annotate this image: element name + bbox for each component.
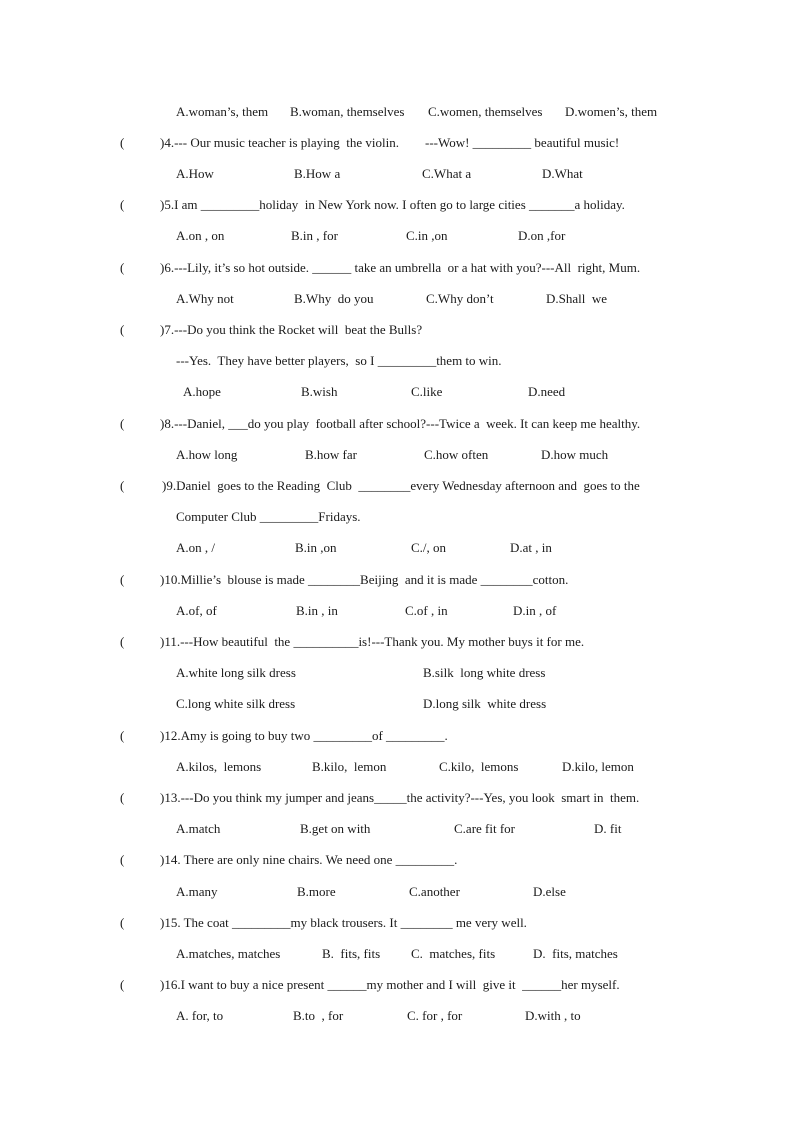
question-15 [0, 913, 527, 933]
option-d: D.with , to [525, 1008, 581, 1023]
question-10 [0, 570, 569, 590]
question-14 [0, 850, 458, 870]
option-c: C. matches, fits [411, 946, 496, 961]
answer-paren: ( [120, 790, 125, 805]
option-c: C. for , for [407, 1008, 463, 1023]
option-b: B.wish [301, 384, 338, 399]
option-row-q13 [0, 819, 622, 839]
question-7 [0, 320, 423, 340]
option-row-q11-ab [0, 663, 546, 683]
question-7-continued [0, 351, 502, 371]
question-text: )6.---Lily, it’s so hot outside. ______ take an umbrella or a hat with you?---All right, Mum. [160, 260, 641, 275]
option-c: C.women, themselves [428, 104, 543, 119]
option-d: D.women’s, them [565, 104, 658, 119]
option-b: B.how far [305, 447, 357, 462]
question-9 [0, 476, 640, 496]
answer-paren: ( [120, 260, 125, 275]
option-b: B.in ,on [295, 540, 337, 555]
answer-paren: ( [120, 728, 125, 743]
answer-paren: ( [120, 634, 125, 649]
option-b: B.silk long white dress [423, 665, 546, 680]
option-b: B.How a [294, 166, 341, 181]
question-text: )4.--- Our music teacher is playing the violin. ---Wow! _________ beautiful music! [160, 135, 620, 150]
option-a: A.matches, matches [176, 946, 281, 961]
option-row-q8 [0, 445, 609, 465]
option-b: B. fits, fits [322, 946, 381, 961]
option-a: A.many [176, 884, 218, 899]
option-d: D.how much [541, 447, 609, 462]
option-a: A.white long silk dress [176, 665, 296, 680]
option-a: A. for, to [176, 1008, 224, 1023]
option-c: C.are fit for [454, 821, 516, 836]
answer-paren: ( [120, 915, 125, 930]
question-9-continued [0, 507, 361, 527]
question-text: )8.---Daniel, ___do you play football after school?---Twice a week. It can keep me healthy. [160, 416, 641, 431]
option-c: C.like [411, 384, 443, 399]
question-5 [0, 195, 625, 215]
option-a: A.Why not [176, 291, 234, 306]
option-d: D.on ,for [518, 228, 566, 243]
option-c: C.long white silk dress [176, 696, 296, 711]
option-d: D.at , in [510, 540, 552, 555]
option-c: C.kilo, lemons [439, 759, 519, 774]
question-text: )5.I am _________holiday in New York now. I often go to large cities _______a holiday. [160, 197, 625, 212]
option-d: D.in , of [513, 603, 557, 618]
question-text: )16.I want to buy a nice present ______my mother and I will give it ______her myself. [160, 977, 620, 992]
option-row-q11-cd [0, 694, 547, 714]
option-row-q9 [0, 538, 552, 558]
question-text: )9.Daniel goes to the Reading Club ________every Wednesday afternoon and goes to the [162, 478, 640, 493]
option-row-q12 [0, 757, 634, 777]
option-row-q4 [0, 164, 583, 184]
answer-paren: ( [120, 977, 125, 992]
question-text: )15. The coat _________my black trousers. It ________ me very well. [160, 915, 527, 930]
option-d: D.What [542, 166, 583, 181]
question-text: Computer Club _________Fridays. [176, 509, 361, 524]
question-text: )7.---Do you think the Rocket will beat the Bulls? [160, 322, 423, 337]
answer-paren: ( [120, 197, 125, 212]
option-a: A.how long [176, 447, 238, 462]
question-16 [0, 975, 620, 995]
option-row-q3 [0, 102, 658, 122]
question-6 [0, 258, 641, 278]
option-b: B.in , in [296, 603, 338, 618]
option-d: D. fit [594, 821, 622, 836]
question-text: )12.Amy is going to buy two _________of _________. [160, 728, 448, 743]
question-12 [0, 726, 448, 746]
option-a: A.on , / [176, 540, 215, 555]
answer-paren: ( [120, 852, 125, 867]
option-b: B.in , for [291, 228, 338, 243]
option-b: B.kilo, lemon [312, 759, 387, 774]
option-row-q10 [0, 601, 557, 621]
option-d: D. fits, matches [533, 946, 618, 961]
option-c: C.Why don’t [426, 291, 494, 306]
question-text: )14. There are only nine chairs. We need one _________. [160, 852, 458, 867]
answer-paren: ( [120, 416, 125, 431]
question-text: )10.Millie’s blouse is made ________Beijing and it is made ________cotton. [160, 572, 569, 587]
answer-paren: ( [120, 478, 125, 493]
option-d: D.long silk white dress [423, 696, 547, 711]
option-c: C.of , in [405, 603, 448, 618]
option-row-q5 [0, 226, 566, 246]
option-b: B.Why do you [294, 291, 374, 306]
option-a: A.of, of [176, 603, 217, 618]
option-a: A.hope [183, 384, 221, 399]
option-row-q15 [0, 944, 618, 964]
option-b: B.more [297, 884, 336, 899]
option-c: C.another [409, 884, 460, 899]
answer-paren: ( [120, 322, 125, 337]
question-text: ---Yes. They have better players, so I _________them to win. [176, 353, 502, 368]
question-text: )13.---Do you think my jumper and jeans_____the activity?---Yes, you look smart in them. [160, 790, 640, 805]
option-c: C.in ,on [406, 228, 448, 243]
question-11 [0, 632, 585, 652]
option-a: A.match [176, 821, 221, 836]
option-row-q7 [0, 382, 566, 402]
option-c: C./, on [411, 540, 447, 555]
question-text: )11.---How beautiful the __________is!---Thank you. My mother buys it for me. [160, 634, 585, 649]
option-d: D.Shall we [546, 291, 608, 306]
option-a: A.on , on [176, 228, 225, 243]
option-d: D.need [528, 384, 566, 399]
option-row-q16 [0, 1006, 581, 1026]
option-b: B.to , for [293, 1008, 344, 1023]
option-c: C.What a [422, 166, 472, 181]
answer-paren: ( [120, 135, 125, 150]
option-a: A.woman’s, them [176, 104, 269, 119]
option-b: B.get on with [300, 821, 371, 836]
option-a: A.How [176, 166, 214, 181]
option-row-q14 [0, 882, 566, 902]
option-d: D.kilo, lemon [562, 759, 634, 774]
option-c: C.how often [424, 447, 489, 462]
option-b: B.woman, themselves [290, 104, 405, 119]
question-4 [0, 133, 620, 153]
question-8 [0, 414, 641, 434]
answer-paren: ( [120, 572, 125, 587]
option-a: A.kilos, lemons [176, 759, 262, 774]
option-d: D.else [533, 884, 566, 899]
option-row-q6 [0, 289, 608, 309]
question-13 [0, 788, 640, 808]
